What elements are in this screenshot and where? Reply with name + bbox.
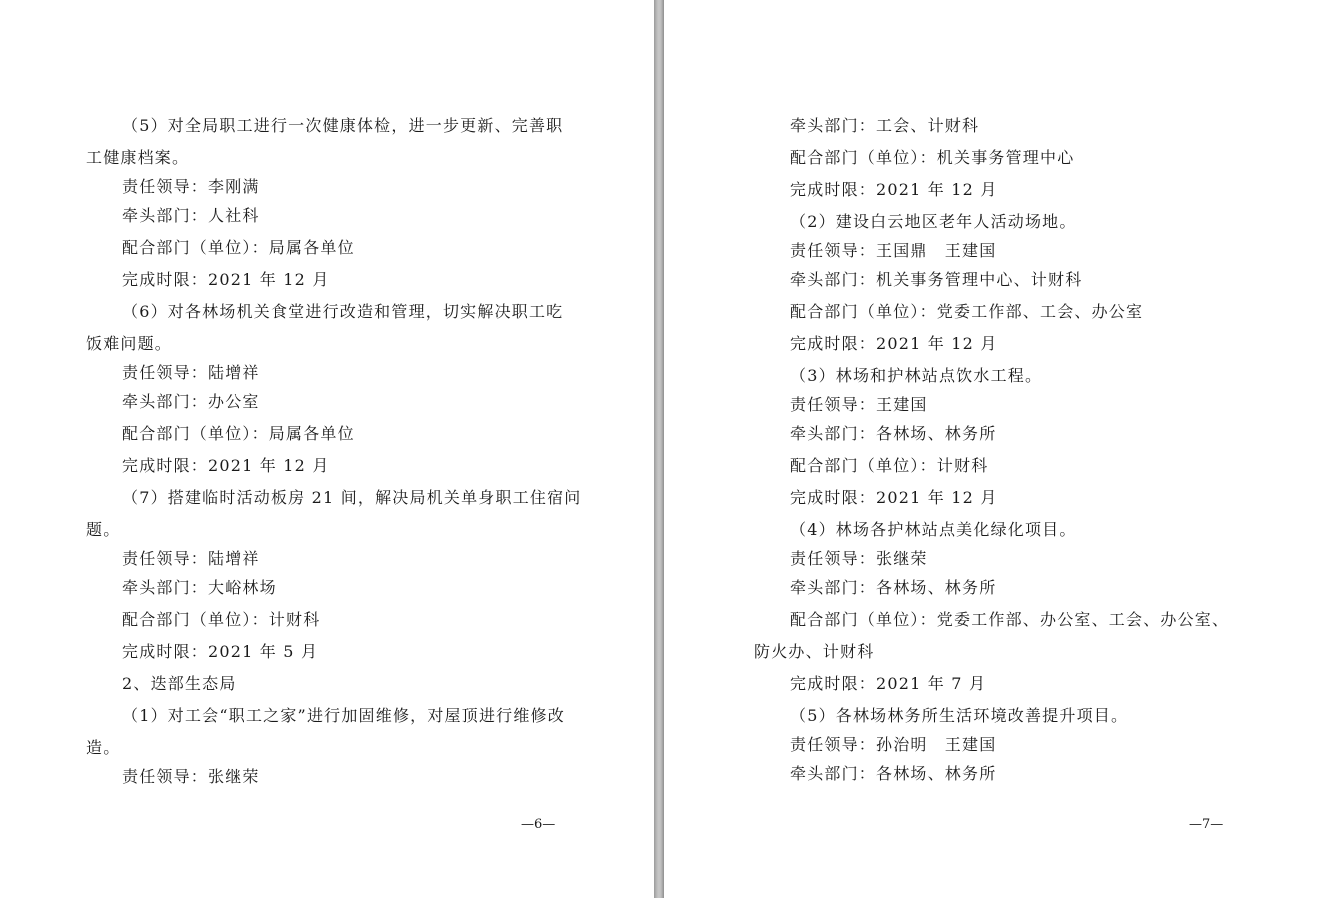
paragraph-line: 牵头部门：各林场、林务所 <box>790 764 997 783</box>
paragraph-line: 责任领导：王国鼎 王建国 <box>790 241 997 260</box>
paragraph-line: 责任领导：张继荣 <box>122 767 260 786</box>
paragraph-line: 牵头部门：各林场、林务所 <box>790 424 997 443</box>
paragraph-line: 完成时限：2021 年 5 月 <box>122 642 319 661</box>
paragraph-line: 牵头部门：各林场、林务所 <box>790 578 997 597</box>
paragraph-line: （5）各林场林务所生活环境改善提升项目。 <box>790 706 1129 725</box>
paragraph-line: 责任领导：陆增祥 <box>122 549 260 568</box>
paragraph-line: 完成时限：2021 年 12 月 <box>790 180 998 199</box>
page-number: —7— <box>1189 817 1224 832</box>
paragraph-line: 配合部门（单位）：计财科 <box>122 610 321 629</box>
paragraph-line: 配合部门（单位）：党委工作部、办公室、工会、办公室、 <box>790 610 1230 629</box>
paragraph-line: 工健康档案。 <box>86 148 190 167</box>
page-7 <box>664 0 1318 898</box>
paragraph-line: 完成时限：2021 年 12 月 <box>122 456 330 475</box>
page-6 <box>0 0 654 898</box>
paragraph-line: 牵头部门：机关事务管理中心、计财科 <box>790 270 1083 289</box>
page-number: —6— <box>521 817 556 832</box>
paragraph-line: 题。 <box>86 520 121 539</box>
paragraph-line: 完成时限：2021 年 12 月 <box>790 334 998 353</box>
paragraph-line: （6）对各林场机关食堂进行改造和管理，切实解决职工吃 <box>122 302 564 321</box>
paragraph-line: 配合部门（单位）：党委工作部、工会、办公室 <box>790 302 1144 321</box>
paragraph-line: 责任领导：孙治明 王建国 <box>790 735 997 754</box>
paragraph-line: 责任领导：李刚满 <box>122 177 260 196</box>
paragraph-line: 完成时限：2021 年 12 月 <box>790 488 998 507</box>
paragraph-line: 责任领导：王建国 <box>790 395 928 414</box>
paragraph-line: 牵头部门：人社科 <box>122 206 260 225</box>
paragraph-line: 牵头部门：大峪林场 <box>122 578 277 597</box>
paragraph-line: （5）对全局职工进行一次健康体检，进一步更新、完善职 <box>122 116 564 135</box>
paragraph-line: 责任领导：陆增祥 <box>122 363 260 382</box>
page-divider <box>654 0 664 898</box>
paragraph-line: （2）建设白云地区老年人活动场地。 <box>790 212 1077 231</box>
paragraph-line: 责任领导：张继荣 <box>790 549 928 568</box>
section-heading: 2、迭部生态局 <box>122 674 237 693</box>
paragraph-line: 牵头部门：办公室 <box>122 392 260 411</box>
paragraph-line: 饭难问题。 <box>86 334 173 353</box>
paragraph-line: 牵头部门：工会、计财科 <box>790 116 980 135</box>
paragraph-line: 配合部门（单位）：局属各单位 <box>122 424 355 443</box>
paragraph-line: （3）林场和护林站点饮水工程。 <box>790 366 1043 385</box>
paragraph-line: 配合部门（单位）：计财科 <box>790 456 989 475</box>
paragraph-line: 配合部门（单位）：局属各单位 <box>122 238 355 257</box>
paragraph-line: （1）对工会“职工之家”进行加固维修，对屋顶进行维修改 <box>122 706 565 725</box>
paragraph-line: （7）搭建临时活动板房 21 间，解决局机关单身职工住宿问 <box>122 488 582 507</box>
paragraph-line: 完成时限：2021 年 12 月 <box>122 270 330 289</box>
paragraph-line: 配合部门（单位）：机关事务管理中心 <box>790 148 1075 167</box>
paragraph-line: 完成时限：2021 年 7 月 <box>790 674 987 693</box>
paragraph-line: 造。 <box>86 738 121 757</box>
paragraph-line: 防火办、计财科 <box>754 642 875 661</box>
paragraph-line: （4）林场各护林站点美化绿化项目。 <box>790 520 1077 539</box>
